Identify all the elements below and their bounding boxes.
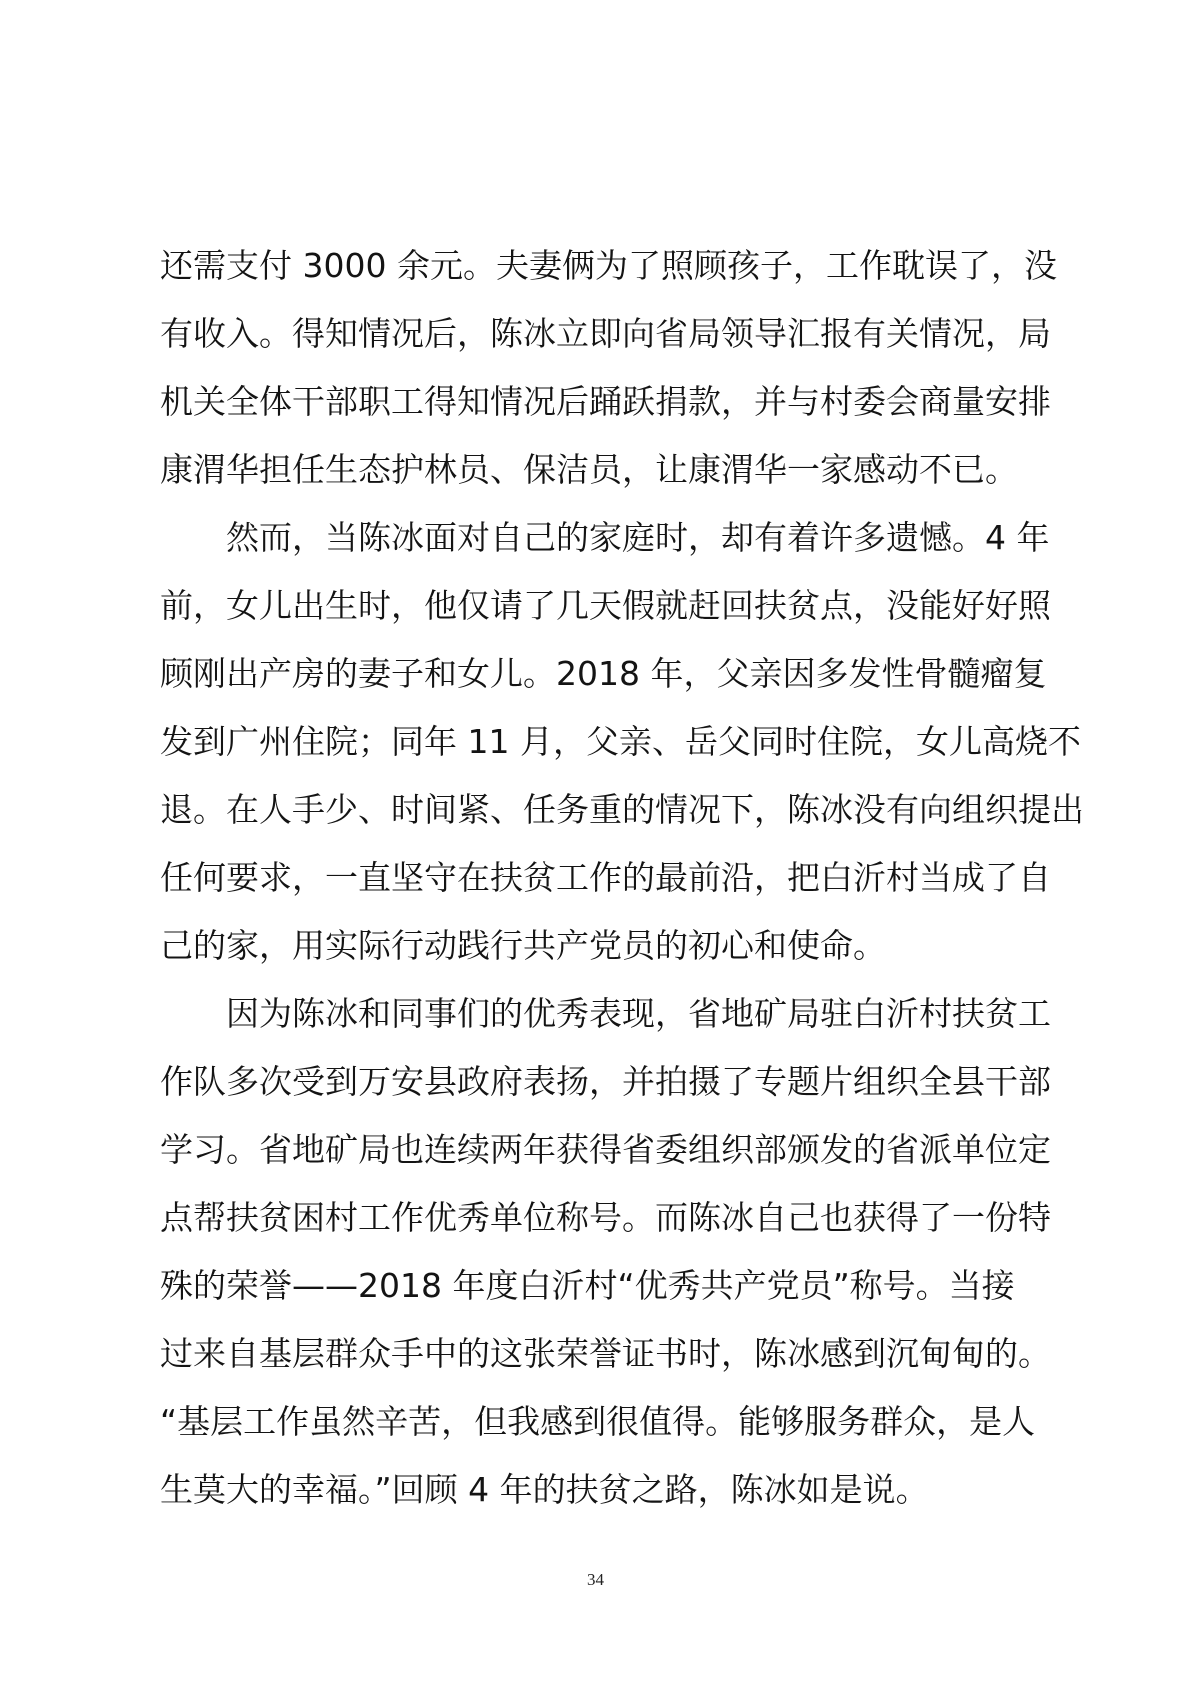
text-line: 点帮扶贫困村工作优秀单位称号。而陈冰自己也获得了一份特 (160, 1198, 1051, 1237)
text-line: “基层工作虽然辛苦，但我感到很值得。能够服务群众，是人 (160, 1402, 1036, 1441)
text-line: 退。在人手少、时间紧、任务重的情况下，陈冰没有向组织提出 (160, 790, 1084, 829)
page-number: 34 (587, 1570, 604, 1589)
text-line: 生莫大的幸福。”回顾 4 年的扶贫之路，陈冰如是说。 (160, 1470, 929, 1509)
text-line: 前，女儿出生时，他仅请了几天假就赶回扶贫点，没能好好照 (160, 586, 1051, 625)
text-line: 学习。省地矿局也连续两年获得省委组织部颁发的省派单位定 (160, 1130, 1051, 1169)
text-line: 任何要求，一直坚守在扶贫工作的最前沿，把白沂村当成了自 (160, 858, 1051, 897)
text-line: 殊的荣誉——2018 年度白沂村“优秀共产党员”称号。当接 (160, 1266, 1015, 1305)
text-line: 因为陈冰和同事们的优秀表现，省地矿局驻白沂村扶贫工 (160, 994, 1051, 1033)
text-line: 然而，当陈冰面对自己的家庭时，却有着许多遗憾。4 年 (160, 518, 1050, 557)
text-line: 顾刚出产房的妻子和女儿。2018 年，父亲因多发性骨髓瘤复 (160, 654, 1047, 693)
text-line: 有收入。得知情况后，陈冰立即向省局领导汇报有关情况，局 (160, 314, 1051, 353)
text-line: 还需支付 3000 余元。夫妻俩为了照顾孩子，工作耽误了，没 (160, 246, 1057, 285)
text-line: 过来自基层群众手中的这张荣誉证书时，陈冰感到沉甸甸的。 (160, 1334, 1051, 1373)
text-line: 作队多次受到万安县政府表扬，并拍摄了专题片组织全县干部 (160, 1062, 1051, 1101)
text-line: 机关全体干部职工得知情况后踊跃捐款，并与村委会商量安排 (160, 382, 1051, 421)
text-line: 己的家，用实际行动践行共产党员的初心和使命。 (160, 926, 886, 965)
text-line: 康渭华担任生态护林员、保洁员，让康渭华一家感动不已。 (160, 450, 1018, 489)
text-line: 发到广州住院；同年 11 月，父亲、岳父同时住院，女儿高烧不 (160, 722, 1081, 761)
